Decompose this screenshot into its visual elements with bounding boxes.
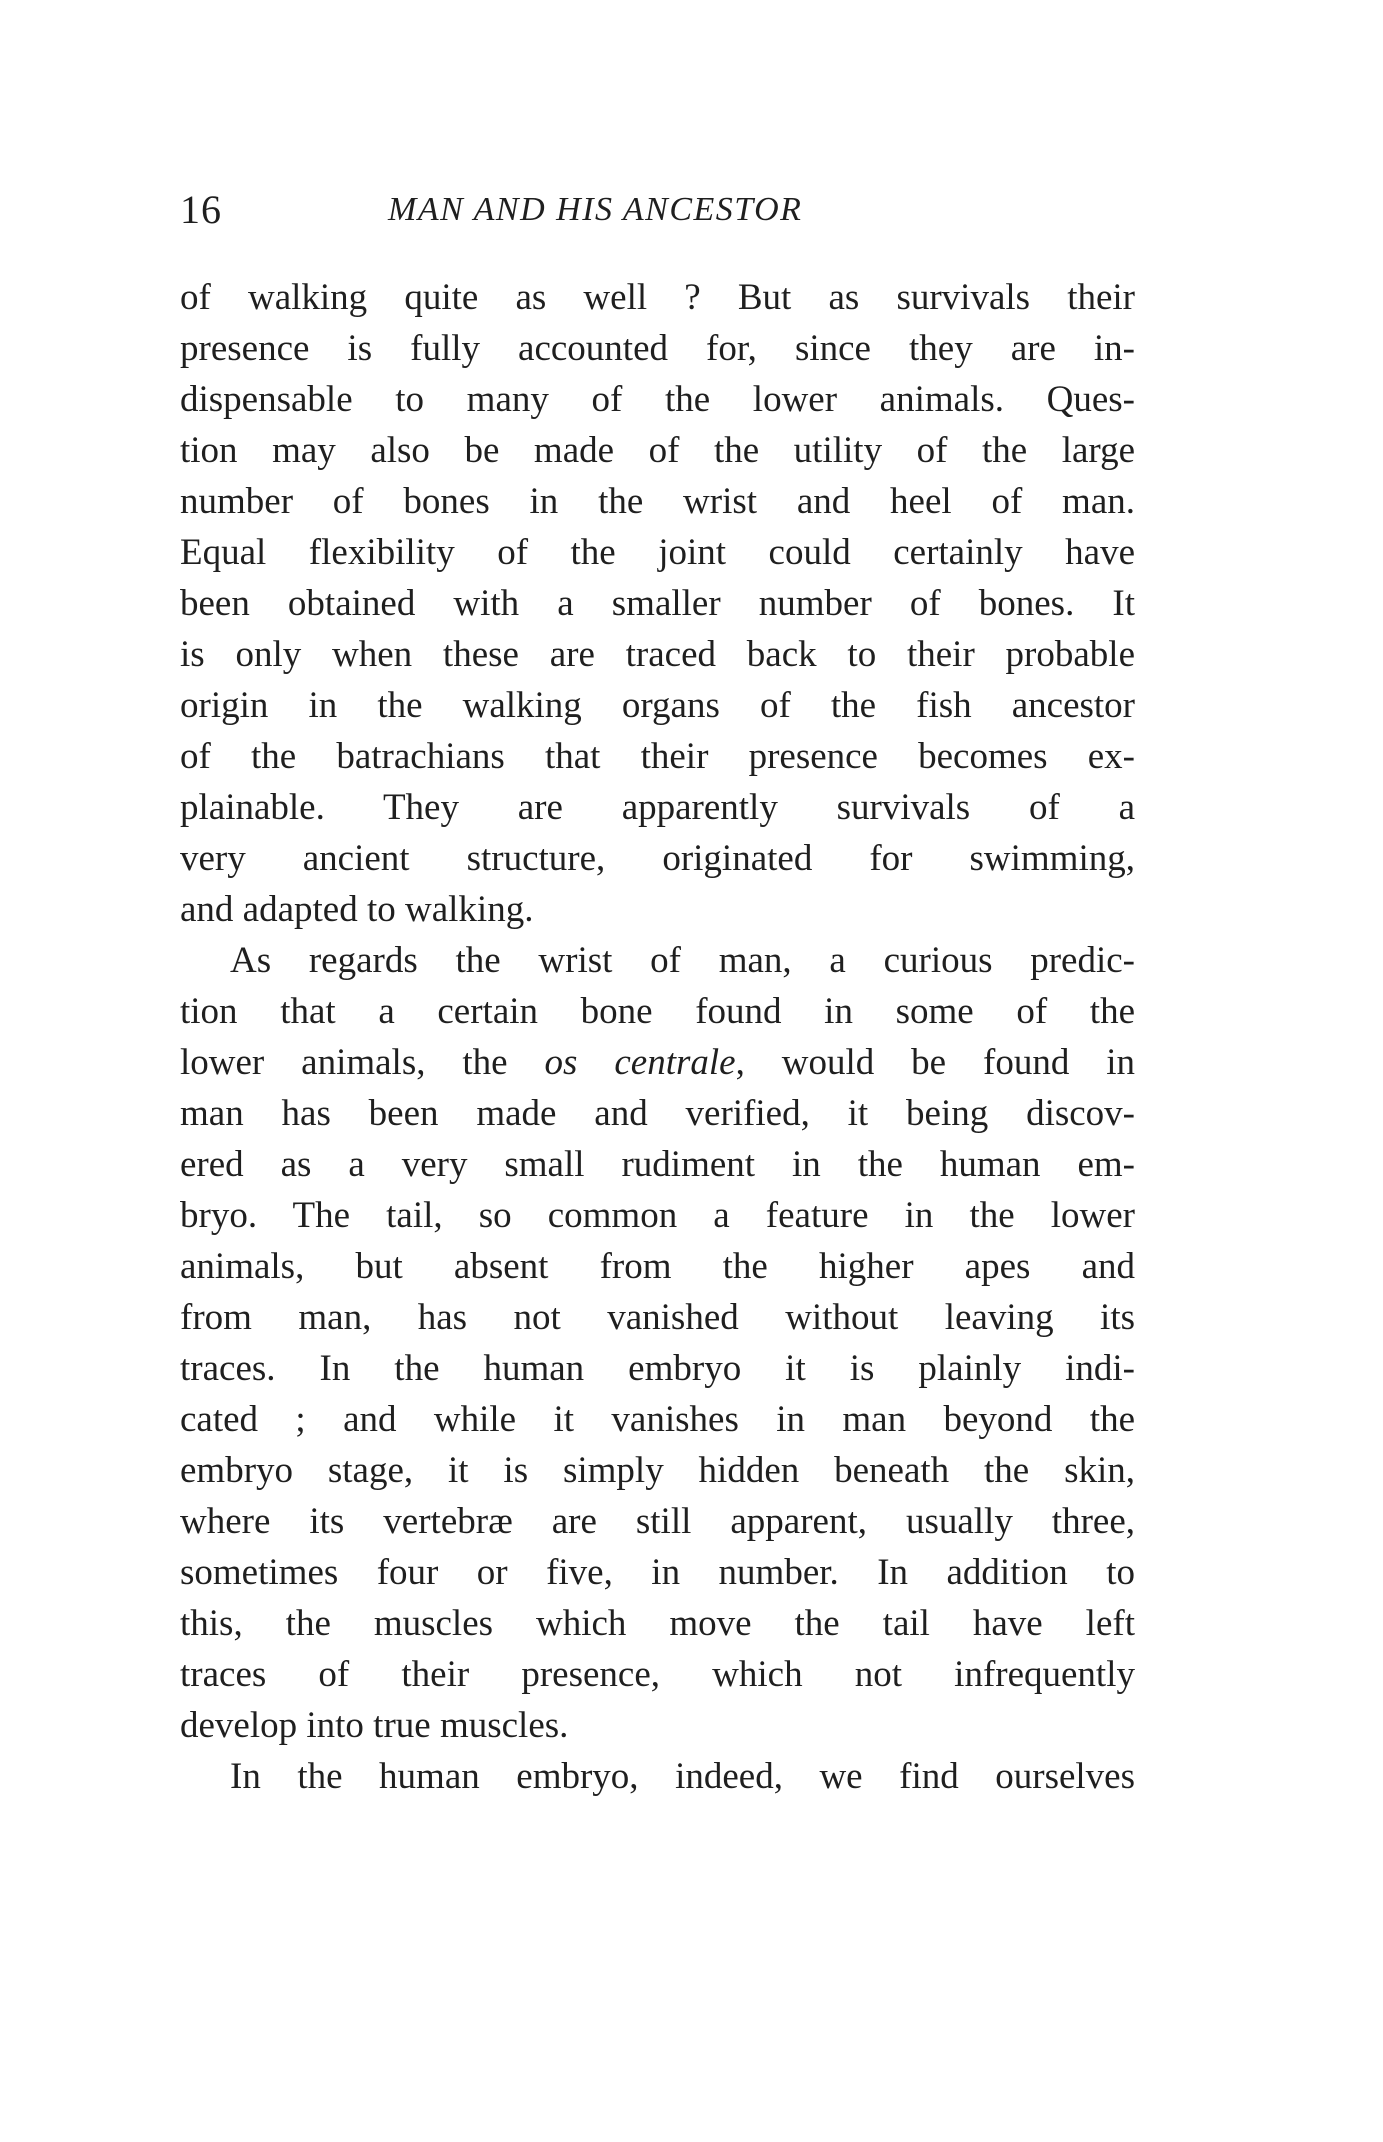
text-line: traces of their presence, which not infrequently xyxy=(180,1654,1135,1695)
text-segment: lower animals, the xyxy=(180,1042,545,1083)
text-line: plainable. They are apparently survivals of a xyxy=(180,787,1135,828)
text-line: this, the muscles which move the tail have left xyxy=(180,1603,1135,1644)
text-segment: , would be found in xyxy=(735,1042,1136,1083)
text-line: ered as a very small rudiment in the human em- xyxy=(180,1144,1135,1185)
text-line: number of bones in the wrist and heel of man. xyxy=(180,481,1135,522)
page-number: 16 xyxy=(180,187,222,232)
text-line: Equal flexibility of the joint could certainly have xyxy=(180,532,1135,573)
text-line: traces. In the human embryo it is plainly indi- xyxy=(180,1348,1135,1389)
text-line: dispensable to many of the lower animals. Ques- xyxy=(180,379,1135,420)
text-line: is only when these are traced back to their probable xyxy=(180,634,1135,675)
text-line: tion may also be made of the utility of the large xyxy=(180,430,1135,471)
text-line: and adapted to walking. xyxy=(180,889,534,930)
text-line: from man, has not vanished without leaving its xyxy=(180,1297,1135,1338)
text-line: bryo. The tail, so common a feature in the lower xyxy=(180,1195,1135,1236)
body-text xyxy=(180,272,1135,1802)
text-line: sometimes four or five, in number. In addition to xyxy=(180,1552,1135,1593)
text-line-with-italic xyxy=(180,1037,1135,1088)
text-line: embryo stage, it is simply hidden beneath the skin, xyxy=(180,1450,1135,1491)
text-line: been obtained with a smaller number of bones. It xyxy=(180,583,1135,624)
text-line: man has been made and verified, it being discov- xyxy=(180,1093,1135,1134)
text-line: animals, but absent from the higher apes and xyxy=(180,1246,1135,1287)
running-title: MAN AND HIS ANCESTOR xyxy=(388,191,803,228)
page-header xyxy=(180,180,1130,240)
text-line: very ancient structure, originated for swimming, xyxy=(180,838,1135,879)
text-line: cated ; and while it vanishes in man beyond the xyxy=(180,1399,1135,1440)
text-line: As regards the wrist of man, a curious predic- xyxy=(230,940,1135,981)
text-line: In the human embryo, indeed, we find ourselves xyxy=(230,1756,1135,1797)
text-line: develop into true muscles. xyxy=(180,1705,569,1746)
text-line: of the batrachians that their presence becomes ex- xyxy=(180,736,1135,777)
text-line: origin in the walking organs of the fish ancestor xyxy=(180,685,1135,726)
text-line: of walking quite as well ? But as survivals their xyxy=(180,277,1135,318)
text-line: tion that a certain bone found in some of the xyxy=(180,991,1135,1032)
italic-term: os centrale xyxy=(544,1042,736,1083)
text-line: presence is fully accounted for, since they are in- xyxy=(180,328,1135,369)
text-line: where its vertebræ are still apparent, usually three, xyxy=(180,1501,1135,1542)
